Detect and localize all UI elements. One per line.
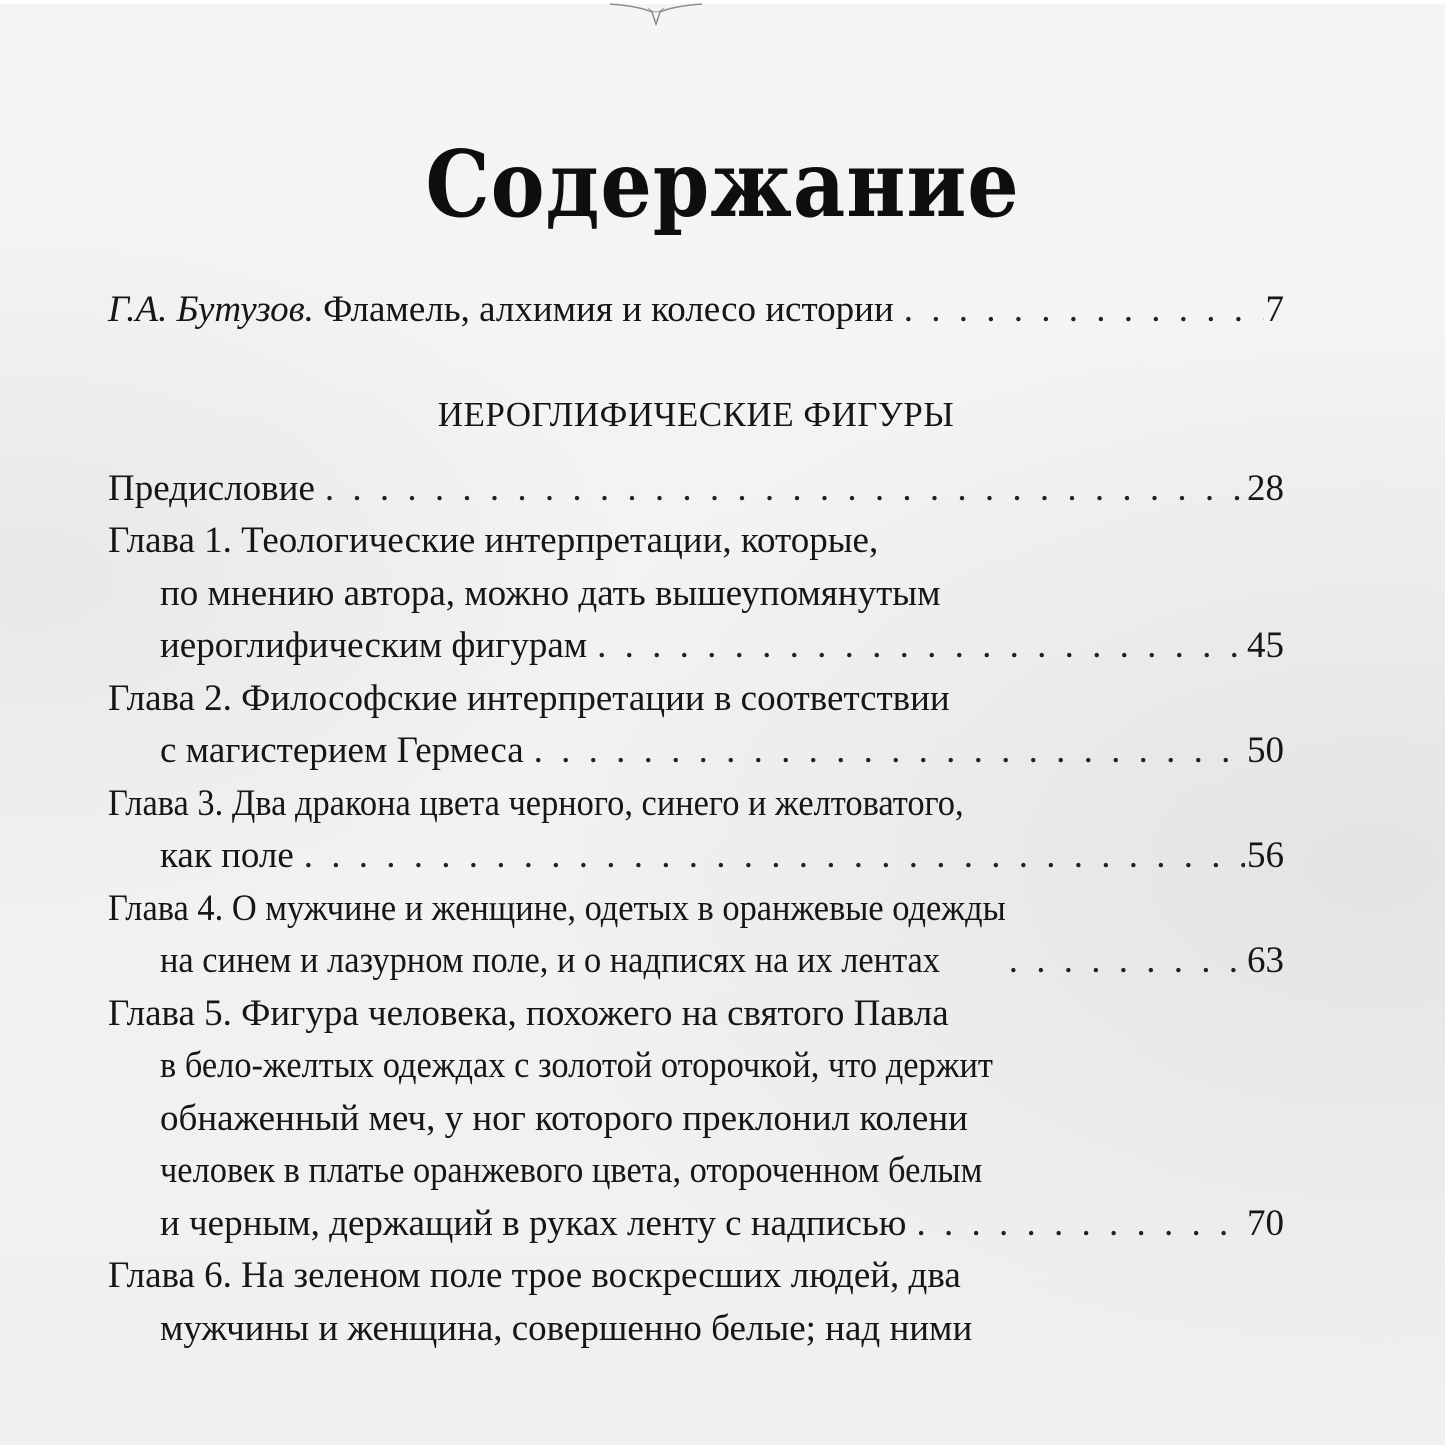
entry-line-text: Глава 4. О мужчине и женщине, одетых в оранжевые одежды [108, 887, 1006, 929]
entry-line-text: человек в платье оранжевого цвета, отороченном белым [160, 1150, 983, 1191]
table-of-contents [108, 284, 1284, 1355]
entry-line-text: с магистерием Гермеса [160, 730, 524, 771]
toc-entry[interactable] [108, 778, 1284, 883]
entry-line-text: Глава 5. Фигура человека, похожего на святого Павла [108, 992, 949, 1034]
toc-entry[interactable] [108, 988, 1284, 1251]
toc-entry[interactable] [108, 515, 1284, 673]
dot-leader [325, 463, 1245, 516]
entry-title: Фламель, алхимия и колесо истории [323, 289, 894, 330]
entry-line-text: в бело-желтых одеждах с золотой оторочкой, что держит [160, 1045, 993, 1086]
entry-line-text: по мнению автора, можно дать вышеупомянутым [160, 572, 941, 614]
dot-leader [597, 620, 1245, 673]
entry-author: Г.А. Бутузов. [108, 289, 314, 330]
entry-line-text: Глава 6. На зеленом поле трое воскресших людей, два [108, 1255, 961, 1296]
section-heading: ИЕРОГЛИФИЧЕСКИЕ ФИГУРЫ [437, 394, 955, 434]
page-number: 63 [1247, 940, 1284, 981]
entry-line-text: Глава 2. Философские интерпретации в соответствии [108, 677, 950, 719]
page-number: 56 [1247, 835, 1284, 876]
entry-line-text: как поле [160, 835, 294, 876]
page-top-edge [0, 0, 1445, 4]
dot-leader [1009, 935, 1245, 988]
entry-line-text: обнаженный меч, у ног которого преклонил колени [160, 1097, 968, 1139]
entry-line-text: иероглифическим фигурам [160, 625, 588, 666]
page-number: 45 [1247, 625, 1284, 666]
entry-line-text: на синем и лазурном поле, и о надписях на их лентах [160, 940, 941, 981]
toc-entry-text [108, 284, 894, 337]
ornament-icon [608, 2, 704, 26]
entry-line-text: мужчины и женщина, совершенно белые; над ними [160, 1307, 973, 1349]
dot-leader [916, 1198, 1245, 1251]
entry-line-text: Глава 1. Теологические интерпретации, которые, [108, 520, 879, 561]
toc-entry[interactable] [108, 673, 1284, 778]
toc-entry[interactable] [108, 463, 1284, 516]
entry-line-text: Глава 3. Два дракона цвета черного, синего и желтоватого, [108, 782, 964, 824]
page-number: 28 [1247, 467, 1284, 509]
toc-entry[interactable] [108, 1250, 1284, 1355]
entry-line-text: Предисловие [108, 467, 315, 509]
dot-leader [904, 284, 1264, 337]
page-title: Содержание [425, 129, 1020, 238]
dot-leader [304, 830, 1245, 883]
page-number: 50 [1247, 730, 1284, 771]
page-number: 70 [1247, 1202, 1284, 1244]
dot-leader [534, 725, 1245, 778]
entry-line-text: и черным, держащий в руках ленту с надписью [160, 1202, 907, 1244]
page-number: 7 [1265, 289, 1284, 330]
toc-entry-intro[interactable] [108, 284, 1284, 337]
toc-entry[interactable] [108, 883, 1284, 988]
